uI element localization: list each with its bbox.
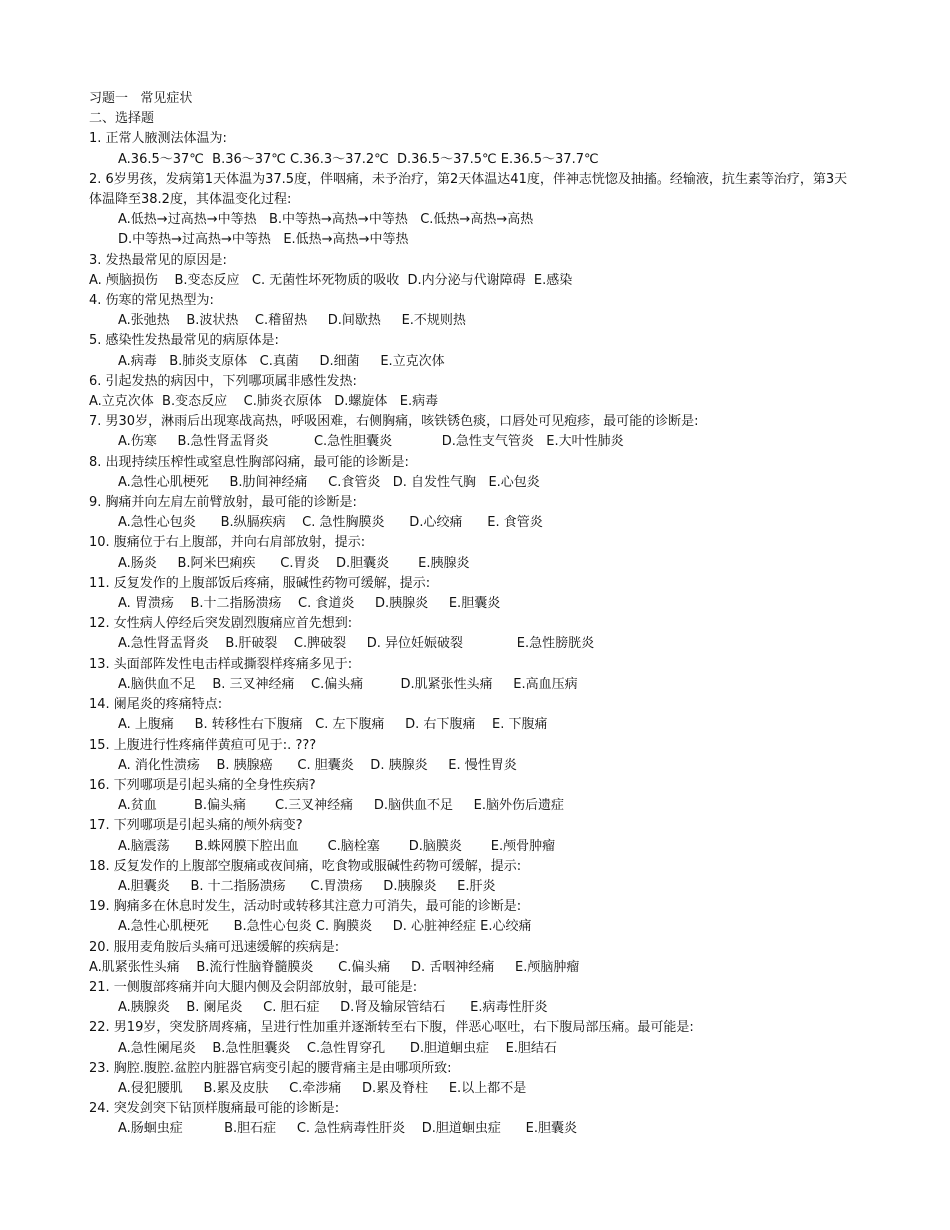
answer-options: A.急性心肌梗死 B.肋间神经痛 C.食管炎 D. 自发性气胸 E.心包炎 (118, 474, 540, 490)
answer-options: A.胆囊炎 B. 十二指肠溃疡 C.胃溃疡 D.胰腺炎 E.肝炎 (118, 878, 496, 894)
answer-options: A. 颅脑损伤 B.变态反应 C. 无菌性坏死物质的吸收 D.内分泌与代谢障碍 E.感染 (89, 272, 573, 288)
answer-options: A. 胃溃疡 B.十二指肠溃疡 C. 食道炎 D.胰腺炎 E.胆囊炎 (118, 596, 501, 612)
question-text: 11. 反复发作的上腹部饭后疼痛，服碱性药物可缓解，提示: (89, 575, 431, 591)
answer-options: A.肠蛔虫症 B.胆石症 C. 急性病毒性肝炎 D.胆道蛔虫症 E.胆囊炎 (118, 1121, 577, 1137)
answer-options: A.36.5～37℃ B.36～37℃ C.36.3～37.2℃ D.36.5～37.5℃ E.36.5～37.7℃ (118, 151, 599, 167)
answer-options: A. 上腹痛 B. 转移性右下腹痛 C. 左下腹痛 D. 右下腹痛 E. 下腹痛 (118, 717, 548, 733)
answer-options: A.贫血 B.偏头痛 C.三叉神经痛 D.脑供血不足 E.脑外伤后遗症 (118, 798, 564, 814)
question-text: 10. 腹痛位于右上腹部，并向右肩部放射，提示: (89, 535, 366, 551)
question-text: 18. 反复发作的上腹部空腹痛或夜间痛，吃食物或服碱性药物可缓解，提示: (89, 858, 522, 874)
answer-options: A.侵犯腰肌 B.累及皮肤 C.牵涉痛 D.累及脊柱 E.以上都不是 (118, 1080, 527, 1096)
question-text: 14. 阑尾炎的疼痛特点: (89, 697, 223, 713)
question-text: 12. 女性病人停经后突发剧烈腹痛应首先想到: (89, 616, 353, 632)
question-text: 7. 男30岁，淋雨后出现寒战高热，呼吸困难，右侧胸痛，咳铁锈色痰，口唇处可见疱疹，最可能的诊断是: (89, 414, 699, 430)
question-text: 8. 出现持续压榨性或窒息性胸部闷痛，最可能的诊断是: (89, 454, 409, 470)
question-text: 17. 下列哪项是引起头痛的颅外病变? (89, 818, 303, 834)
section-heading: 二、选择题 (89, 111, 155, 127)
answer-options: A.肌紧张性头痛 B.流行性脑脊髓膜炎 C.偏头痛 D. 舌咽神经痛 E.颅脑肿瘤 (89, 959, 580, 975)
question-text: 9. 胸痛并向左肩左前臂放射，最可能的诊断是: (89, 495, 357, 511)
answer-options: A.立克次体 B.变态反应 C.肺炎衣原体 D.螺旋体 E.病毒 (89, 394, 439, 410)
question-text: 20. 服用麦角胺后头痛可迅速缓解的疾病是: (89, 939, 340, 955)
question-text: 19. 胸痛多在休息时发生，活动时或转移其注意力可消失，最可能的诊断是: (89, 899, 522, 915)
question-text: 4. 伤寒的常见热型为: (89, 293, 214, 309)
question-text: 6. 引起发热的病因中，下列哪项属非感性发热: (89, 373, 357, 389)
answer-options: A.病毒 B.肺炎支原体 C.真菌 D.细菌 E.立克次体 (118, 353, 445, 369)
answer-options: A.脑供血不足 B. 三叉神经痛 C.偏头痛 D.肌紧张性头痛 E.高血压病 (118, 676, 578, 692)
answer-options: A.伤寒 B.急性肾盂肾炎 C.急性胆囊炎 D.急性支气管炎 E.大叶性肺炎 (118, 434, 624, 450)
answer-options: A.低热→过高热→中等热 B.中等热→高热→中等热 C.低热→高热→高热 (118, 212, 534, 228)
question-text: 21. 一侧腹部疼痛并向大腿内侧及会阴部放射，最可能是: (89, 979, 418, 995)
question-text: 24. 突发剑突下钻顶样腹痛最可能的诊断是: (89, 1101, 340, 1117)
answer-options: A.急性肾盂肾炎 B.肝破裂 C.脾破裂 D. 异位妊娠破裂 E.急性膀胱炎 (118, 636, 595, 652)
answer-options: A.急性阑尾炎 B.急性胆囊炎 C.急性胃穿孔 D.胆道蛔虫症 E.胆结石 (118, 1040, 557, 1056)
question-list (89, 129, 879, 1139)
question-text: 2. 6岁男孩，发病第1天体温为37.5度，伴咽痛，未予治疗，第2天体温达41度，伴神志恍惚及抽搐。经输液，抗生素等治疗，第3天体温降至38.2度，其体温变化过程: (89, 171, 848, 208)
answer-options: A.脑震荡 B.蛛网膜下腔出血 C.脑栓塞 D.脑膜炎 E.颅骨肿瘤 (118, 838, 556, 854)
question-text: 22. 男19岁，突发脐周疼痛，呈进行性加重并逐渐转至右下腹，伴恶心呕吐，右下腹局部压痛。最可能是: (89, 1020, 694, 1036)
question-text: 5. 感染性发热最常见的病原体是: (89, 333, 279, 349)
question-text: 13. 头面部阵发性电击样或撕裂样疼痛多见于: (89, 656, 353, 672)
answer-options: A.肠炎 B.阿米巴痢疾 C.胃炎 D.胆囊炎 E.胰腺炎 (118, 555, 470, 571)
answer-options: A.张弛热 B.波状热 C.稽留热 D.间歇热 E.不规则热 (118, 313, 466, 329)
question-text: 3. 发热最常见的原因是: (89, 252, 227, 268)
question-text: 1. 正常人腋测法体温为: (89, 131, 227, 147)
answer-options: A. 消化性溃疡 B. 胰腺癌 C. 胆囊炎 D. 胰腺炎 E. 慢性胃炎 (118, 757, 517, 773)
answer-options: A.急性心包炎 B.纵膈疾病 C. 急性胸膜炎 D.心绞痛 E. 食管炎 (118, 515, 543, 531)
document-content (89, 89, 879, 1140)
answer-options: D.中等热→过高热→中等热 E.低热→高热→中等热 (118, 232, 409, 248)
answer-options: A.胰腺炎 B. 阑尾炎 C. 胆石症 D.肾及输尿管结石 E.病毒性肝炎 (118, 1000, 548, 1016)
answer-options: A.急性心肌梗死 B.急性心包炎 C. 胸膜炎 D. 心脏神经症 E.心绞痛 (118, 919, 532, 935)
question-text: 16. 下列哪项是引起头痛的全身性疾病? (89, 777, 316, 793)
question-text: 15. 上腹进行性疼痛伴黄疸可见于:. ??? (89, 737, 317, 753)
exercise-title: 习题一 常见症状 (89, 91, 193, 106)
question-text: 23. 胸腔.腹腔.盆腔内脏器官病变引起的腰背痛主是由哪项所致: (89, 1060, 452, 1076)
